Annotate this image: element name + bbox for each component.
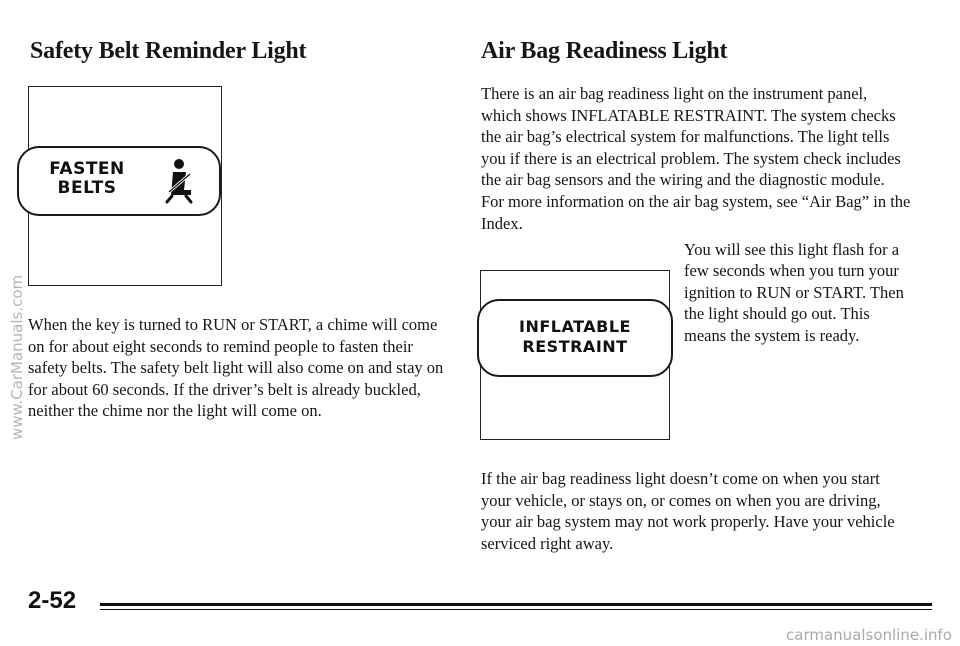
fasten-label-line2: BELTS [57,178,117,198]
fasten-belts-lamp [17,146,221,216]
fasten-belts-label [37,160,137,198]
safety-belt-paragraph: When the key is turned to RUN or START, a chime will come on for about eight seconds to remind people to fasten their safety belts. The safety belt light will also come on and stay on for about 60 seconds. If the driver’s belt is already buckled, neither the chime nor the light will come on. [28,315,444,421]
inflatable-restraint-lamp [477,299,673,377]
inflatable-restraint-figure [480,270,670,440]
safety-belt-heading: Safety Belt Reminder Light [30,38,307,64]
inflatable-label-line2: RESTRAINT [522,337,628,356]
fasten-label-line1: FASTEN [49,159,125,179]
inflatable-label-line1: INFLATABLE [519,317,631,336]
horizontal-watermark: carmanualsonline.info [786,626,952,644]
air-bag-intro-paragraph: There is an air bag readiness light on the instrument panel, which shows INFLATABLE RESTRAINT. The system checks the air bag’s electrical system for malfunctions. The light tells you if there is an electrical problem. The system check includes the air bag sensors and the wiring and the diagnostic module. For more information on the air bag system, see “Air Bag” in the Index. [481,84,911,233]
page-number: 2-52 [28,587,77,614]
air-bag-side-paragraph: You will see this light flash for a few seconds when you turn your ignition to RUN or START. Then the light should go out. This means the system is ready. [684,240,904,345]
vertical-watermark: www.CarManuals.com [8,274,26,440]
footer-rule-thin [100,609,932,610]
seatbelt-person-icon [159,156,199,206]
footer-rule-thick [100,603,932,606]
fasten-belts-figure [28,86,222,286]
air-bag-closing-paragraph: If the air bag readiness light doesn’t come on when you start your vehicle, or stays on, or comes on when you are driving, your air bag system may not work properly. Have your vehicle serviced right away. [481,469,895,553]
air-bag-heading: Air Bag Readiness Light [481,38,728,64]
inflatable-restraint-label [479,317,671,357]
